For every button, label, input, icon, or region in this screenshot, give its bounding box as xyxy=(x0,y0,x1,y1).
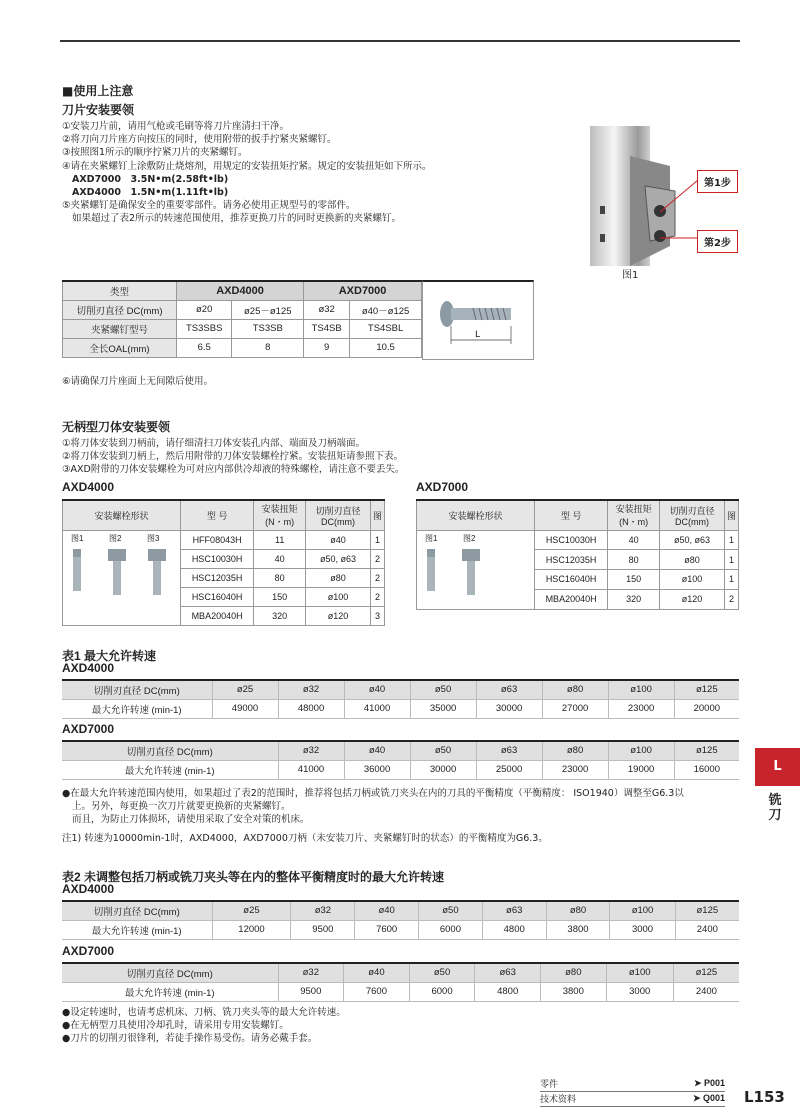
bolt-cell: HFF08043H xyxy=(181,530,254,549)
bolt-cell: ø120 xyxy=(306,606,371,625)
reference-row xyxy=(540,1091,725,1106)
bolt-figures xyxy=(63,530,181,625)
screw-cell: TS4SBL xyxy=(350,319,422,338)
dc-value: ø40 xyxy=(344,680,410,699)
dc-value: ø125 xyxy=(674,680,739,699)
length-label: L xyxy=(475,330,481,340)
precaution-line: ⑤夹紧螺钉是确保安全的重要零部件。请务必使用正规型号的零部件。 xyxy=(62,200,356,212)
bolt-header: 安装螺栓形状 xyxy=(63,500,181,530)
screw-cell: 6.5 xyxy=(177,338,232,357)
dc-value: ø32 xyxy=(278,963,344,982)
screw-row xyxy=(63,300,422,319)
screw-cell: 9 xyxy=(304,338,350,357)
rpm-value: 36000 xyxy=(344,760,410,779)
bolt-cell: 2 xyxy=(370,587,384,606)
table2-title: 表2 未调整包括刀柄或铣刀夹头等在内的整体平衡精度时的最大允许转速 xyxy=(62,870,445,884)
bolt-cell: 11 xyxy=(254,530,306,549)
bolt7000-title: AXD7000 xyxy=(416,480,469,494)
figure-label: 图2 xyxy=(463,533,476,543)
table1-axd7000-title: AXD7000 xyxy=(62,722,115,736)
figure-label: 图1 xyxy=(425,533,438,543)
section-tab[interactable]: L xyxy=(755,748,800,786)
rpm-value: 35000 xyxy=(410,699,476,718)
rpm-value: 30000 xyxy=(476,699,542,718)
arbor-section xyxy=(62,418,404,477)
bolt4000-title: AXD4000 xyxy=(62,480,115,494)
figure-label: 图3 xyxy=(147,533,160,543)
rpm-value: 6000 xyxy=(409,982,475,1001)
dc-value: ø40 xyxy=(344,963,410,982)
bolt-cell: HSC10030H xyxy=(535,530,608,550)
screw-row xyxy=(63,338,422,357)
bolt-icon xyxy=(462,549,480,595)
section-label: 铣 刀 xyxy=(768,793,782,823)
bolt-icon xyxy=(73,549,81,591)
rpm-value: 20000 xyxy=(674,699,739,718)
screw-cell: TS3SB xyxy=(232,319,304,338)
bolt-cell: 1 xyxy=(370,530,384,549)
bolt-cell: 150 xyxy=(608,570,660,590)
bolt-cell: ø50, ø63 xyxy=(660,530,725,550)
dc-value: ø80 xyxy=(542,680,608,699)
rpm-value: 7600 xyxy=(355,920,419,939)
screw-cell: ø40－ø125 xyxy=(350,300,422,319)
precaution-line: ②将刀向刀片座方向按压的同时，使用附带的扳手拧紧夹紧螺钉。 xyxy=(62,134,337,146)
table1-axd7000 xyxy=(62,740,739,780)
dc-value: ø63 xyxy=(476,680,542,699)
dc-value: ø32 xyxy=(278,741,344,760)
dc-value: ø63 xyxy=(476,741,542,760)
dc-value: ø63 xyxy=(475,963,541,982)
precaution-lines xyxy=(62,120,432,226)
dc-value: ø80 xyxy=(541,963,607,982)
bolt-cell: HSC16040H xyxy=(181,587,254,606)
reference-row xyxy=(540,1076,725,1091)
bolt-cell: ø40 xyxy=(306,530,371,549)
bottom-note: ●刀片的切削刃很锋利，若徒手操作易受伤。请务必戴手套。 xyxy=(62,1033,318,1045)
screw-table xyxy=(62,280,422,358)
dc-value: ø80 xyxy=(546,901,610,920)
table2-axd4000 xyxy=(62,900,739,940)
axd4000-header: AXD4000 xyxy=(177,281,304,300)
bolt-row xyxy=(63,530,385,549)
bolt-icon xyxy=(108,549,126,595)
precaution-line: AXD4000 1.5N•m(1.11ft•lb) xyxy=(72,187,229,199)
rpm-value: 12000 xyxy=(212,920,291,939)
screw-cell: ø20 xyxy=(177,300,232,319)
bolt-header: 型 号 xyxy=(181,500,254,530)
dc-value: ø100 xyxy=(608,680,674,699)
rpm-value: 9500 xyxy=(291,920,355,939)
rpm-value: 3800 xyxy=(541,982,607,1001)
dc-label: 切削刃直径 DC(mm) xyxy=(62,963,278,982)
bolt-cell: 150 xyxy=(254,587,306,606)
bottom-notes xyxy=(62,1006,346,1046)
bolt-header: 切削刃直径 DC(mm) xyxy=(660,500,725,530)
dc-value: ø50 xyxy=(410,680,476,699)
step1-callout: 第1步 xyxy=(697,170,738,193)
screw-cell: TS3SBS xyxy=(177,319,232,338)
bolt-cell: 40 xyxy=(608,530,660,550)
table2-axd7000-title: AXD7000 xyxy=(62,944,115,958)
insert-subheading: 刀片安装要领 xyxy=(62,103,135,117)
rpm-value: 3800 xyxy=(546,920,610,939)
rpm-value: 49000 xyxy=(212,699,278,718)
rpm-label: 最大允许转速 (min-1) xyxy=(62,760,278,779)
bolt-cell: HSC12035H xyxy=(535,550,608,570)
dc-value: ø25 xyxy=(212,680,278,699)
bolt-cell: 1 xyxy=(724,570,738,590)
bolt-cell: HSC12035H xyxy=(181,568,254,587)
bolt-shape-icons xyxy=(417,545,537,615)
dc-value: ø50 xyxy=(409,963,475,982)
screw-row xyxy=(63,319,422,338)
dc-label: 切削刃直径 DC(mm) xyxy=(62,901,212,920)
dc-value: ø80 xyxy=(542,741,608,760)
bolt-cell: ø120 xyxy=(660,589,725,609)
bolt-header: 安装扭矩 (N・m) xyxy=(608,500,660,530)
table1-axd4000-title: AXD4000 xyxy=(62,661,115,675)
screw-drawing-cell xyxy=(422,280,534,360)
screw-cell: 10.5 xyxy=(350,338,422,357)
table2-axd7000 xyxy=(62,962,739,1002)
dc-label: 切削刃直径 DC(mm) xyxy=(62,680,212,699)
bolt-shape-icons xyxy=(63,545,183,615)
rpm-value: 41000 xyxy=(278,760,344,779)
dc-label: 切削刃直径 DC(mm) xyxy=(62,741,278,760)
dc-value: ø50 xyxy=(410,741,476,760)
bolt-cell: ø80 xyxy=(660,550,725,570)
note6: ⑥请确保刀片座面上无间隙后使用。 xyxy=(62,376,214,387)
screw-cell: 8 xyxy=(232,338,304,357)
bolt-cell: 2 xyxy=(370,549,384,568)
bolt-cell: HSC10030H xyxy=(181,549,254,568)
bolt-cell: 1 xyxy=(724,530,738,550)
rpm-value: 23000 xyxy=(608,699,674,718)
bolt-cell: 320 xyxy=(254,606,306,625)
arbor-line: ③AXD附带的刀体安装螺栓为可对应内部供冷却液的特殊螺栓，请注意不要丢失。 xyxy=(62,464,405,476)
screw-row-label: 切削刃直径 DC(mm) xyxy=(63,300,177,319)
table1-note: 而且，为防止刀体损坏，请使用采取了安全对策的机床。 xyxy=(72,814,310,826)
bolt-cell: 80 xyxy=(254,568,306,587)
table1-notes xyxy=(62,787,684,845)
bolt-cell: ø80 xyxy=(306,568,371,587)
figure-label: 图1 xyxy=(71,533,84,543)
precaution-line: 如果超过了表2所示的转速范围使用，推荐更换刀片的同时更换新的夹紧螺钉。 xyxy=(72,213,402,225)
arbor-subheading: 无柄型刀体安装要领 xyxy=(62,420,171,434)
arbor-lines xyxy=(62,437,404,477)
table1-note: 上。另外，每更换一次刀片就要更换新的夹紧螺钉。 xyxy=(72,801,291,813)
screw-cell: ø32 xyxy=(304,300,350,319)
rpm-label: 最大允许转速 (min-1) xyxy=(62,699,212,718)
bolt-header: 图 xyxy=(724,500,738,530)
reference-label: 零件 xyxy=(540,1076,638,1091)
bolt7000-table xyxy=(416,499,739,610)
bolt-cell: 320 xyxy=(608,589,660,609)
precautions-section xyxy=(62,82,432,226)
screw-row-label: 全长OAL(mm) xyxy=(63,338,177,357)
rpm-value: 6000 xyxy=(419,920,483,939)
dc-value: ø32 xyxy=(278,680,344,699)
bolt-cell: HSC16040H xyxy=(535,570,608,590)
dc-value: ø40 xyxy=(355,901,419,920)
bolt4000-table xyxy=(62,499,385,626)
bolt-cell: 80 xyxy=(608,550,660,570)
dc-value: ø100 xyxy=(610,901,675,920)
screw-cell: ø25－ø125 xyxy=(232,300,304,319)
table1-axd4000 xyxy=(62,679,739,719)
rpm-value: 25000 xyxy=(476,760,542,779)
rpm-value: 41000 xyxy=(344,699,410,718)
bolt-cell: 2 xyxy=(724,589,738,609)
rpm-value: 9500 xyxy=(278,982,344,1001)
precaution-line: ①安装刀片前，请用气枪或毛刷等将刀片座清扫干净。 xyxy=(62,121,290,132)
rpm-value: 27000 xyxy=(542,699,608,718)
precaution-line: ③按照图1所示的顺序拧紧刀片的夹紧螺钉。 xyxy=(62,147,248,159)
bolt-header: 切削刃直径 DC(mm) xyxy=(306,500,371,530)
rpm-value: 4800 xyxy=(482,920,546,939)
bolt-icon xyxy=(148,549,166,595)
figure-label: 图2 xyxy=(109,533,122,543)
rpm-value: 30000 xyxy=(410,760,476,779)
rpm-value: 4800 xyxy=(475,982,541,1001)
bolt-cell: MBA20040H xyxy=(181,606,254,625)
precaution-line: AXD7000 3.5N•m(2.58ft•lb) xyxy=(72,173,229,185)
rpm-value: 19000 xyxy=(608,760,674,779)
dc-value: ø125 xyxy=(675,901,739,920)
page-number: L153 xyxy=(744,1088,785,1106)
bolt-cell: ø100 xyxy=(306,587,371,606)
dc-value: ø100 xyxy=(608,741,674,760)
screw-row-label: 夹紧螺钉型号 xyxy=(63,319,177,338)
rpm-value: 23000 xyxy=(542,760,608,779)
bolt-cell: ø50, ø63 xyxy=(306,549,371,568)
bolt-cell: ø100 xyxy=(660,570,725,590)
rpm-label: 最大允许转速 (min-1) xyxy=(62,982,278,1001)
bolt-header: 型 号 xyxy=(535,500,608,530)
dc-value: ø63 xyxy=(482,901,546,920)
precaution-line: ④请在夹紧螺钉上涂敷防止烧熔剂，用规定的安装扭矩拧紧。规定的安装扭矩如下所示。 xyxy=(62,160,432,172)
bolt-header: 安装扭矩 (N・m) xyxy=(254,500,306,530)
bolt-cell: 1 xyxy=(724,550,738,570)
table2-axd4000-title: AXD4000 xyxy=(62,882,115,896)
rpm-value: 48000 xyxy=(278,699,344,718)
dc-value: ø40 xyxy=(344,741,410,760)
screw-icon xyxy=(423,282,533,360)
reference-table xyxy=(540,1076,725,1107)
arbor-line: ②将刀体安装到刀柄上，然后用附带的刀体安装螺栓拧紧。安装扭矩请参照下表。 xyxy=(62,451,404,463)
reference-link[interactable]: ➤ P001 xyxy=(638,1076,725,1091)
rpm-value: 7600 xyxy=(344,982,410,1001)
bolt-figures xyxy=(417,530,535,609)
step2-callout: 第2步 xyxy=(697,230,738,253)
arbor-line: ①将刀体安装到刀柄前，请仔细清扫刀体安装孔内部、端面及刀柄端面。 xyxy=(62,438,366,449)
reference-label: 技术资料 xyxy=(540,1091,638,1106)
dc-value: ø100 xyxy=(606,963,673,982)
dc-value: ø125 xyxy=(673,963,739,982)
bolt-cell: MBA20040H xyxy=(535,589,608,609)
dc-value: ø32 xyxy=(291,901,355,920)
bolt-header: 安装螺栓形状 xyxy=(417,500,535,530)
bolt-cell: 2 xyxy=(370,568,384,587)
table1-title: 表1 最大允许转速 xyxy=(62,649,157,663)
bolt-row xyxy=(417,530,739,550)
top-rule xyxy=(60,40,740,42)
type-header: 类型 xyxy=(63,281,177,300)
dc-value: ø25 xyxy=(212,901,291,920)
rpm-value: 2400 xyxy=(675,920,739,939)
table1-note: 注1) 转速为10000min-1时，AXD4000，AXD7000刀柄（未安装刀片、夹紧螺钉时的状态）的平衡精度为G6.3。 xyxy=(62,832,548,844)
screw-cell: TS4SB xyxy=(304,319,350,338)
bolt-cell: 40 xyxy=(254,549,306,568)
rpm-value: 3000 xyxy=(606,982,673,1001)
rpm-label: 最大允许转速 (min-1) xyxy=(62,920,212,939)
table1-note: ●在最大允许转速范围内使用，如果超过了表2的范围时，推荐将包括刀柄或铣刀夹头在内的刀具的平衡精度（平衡精度： ISO1940）调整至G6.3以 xyxy=(62,788,684,799)
bolt-cell: 3 xyxy=(370,606,384,625)
dc-value: ø125 xyxy=(674,741,739,760)
section-heading: ■使用上注意 xyxy=(62,84,134,98)
bolt-header: 图 xyxy=(370,500,384,530)
rpm-value: 2400 xyxy=(673,982,739,1001)
bottom-note: ●在无柄型刀具使用冷却孔时，请采用专用安装螺钉。 xyxy=(62,1020,289,1032)
dc-value: ø50 xyxy=(419,901,483,920)
rpm-value: 16000 xyxy=(674,760,739,779)
bottom-note: ●设定转速时，也请考虑机床、刀柄、铣刀夹头等的最大允许转速。 xyxy=(62,1007,346,1018)
rpm-value: 3000 xyxy=(610,920,675,939)
figure1-caption: 图1 xyxy=(622,270,639,281)
reference-link[interactable]: ➤ Q001 xyxy=(638,1091,725,1106)
bolt-icon xyxy=(427,549,435,591)
axd7000-header: AXD7000 xyxy=(304,281,422,300)
